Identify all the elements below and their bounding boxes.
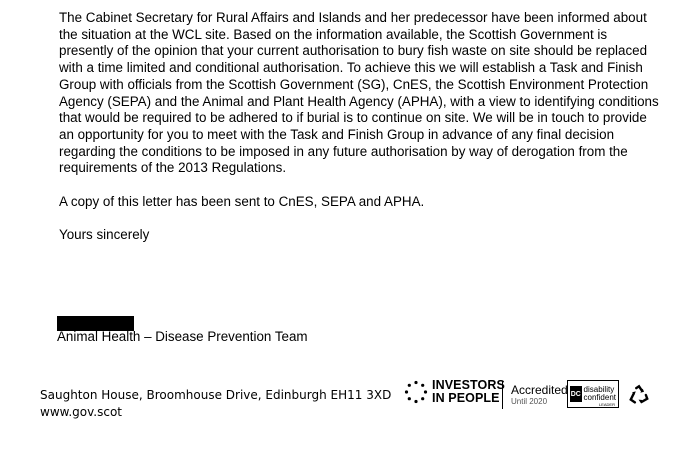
recycle-icon — [628, 384, 650, 406]
paragraph-copy-notice: A copy of this letter has been sent to CnES, SEPA and APHA. — [59, 193, 425, 209]
accredited-label: Accredited — [511, 383, 568, 397]
investors-in-people-text: INVESTORS IN PEOPLE — [432, 378, 505, 405]
accredited-until: Until 2020 — [511, 397, 548, 406]
disability-confident-leader: LEADER — [598, 402, 615, 407]
footer-website-link[interactable]: www.gov.scot — [40, 405, 122, 419]
accreditation-badge — [502, 381, 568, 409]
disability-confident-logo — [567, 380, 619, 408]
footer-address-block — [40, 387, 391, 421]
footer-address: Saughton House, Broomhouse Drive, Edinburgh EH11 3XD — [40, 388, 392, 402]
disability-confident-icon: DC — [570, 386, 582, 402]
letter-body — [59, 10, 659, 261]
closing-salutation: Yours sincerely — [59, 227, 150, 243]
disability-confident-text: disability confident — [583, 385, 616, 402]
investors-in-people-logo — [404, 377, 505, 407]
signatory-team: Animal Health – Disease Prevention Team — [57, 329, 308, 344]
investors-in-people-star-icon — [404, 380, 428, 404]
paragraph-authorisation: The Cabinet Secretary for Rural Affairs and Islands and her predecessor have been informed about the situation at the WCL site. Based on the information available, the Scottish Government is presently of the opinion that your current authorisation to bury fish waste on site should be replaced with a time limited and conditional authorisation. To achieve this we will establish a Task and Finish Group with officials from the Scottish Government (SG), CnES, the Scottish Environment Protection Agency (SEPA) and the Animal and Plant Health Agency (APHA), with a view to identifying conditions that would be required to be adhered to if burial is to continue on site. We will be in touch to provide an opportunity for you to meet with the Task and Finish Group in advance of any final decision regarding the conditions to be imposed in any future authorisation by way of derogation from the requirements of the 2013 Regulations. — [59, 10, 659, 176]
